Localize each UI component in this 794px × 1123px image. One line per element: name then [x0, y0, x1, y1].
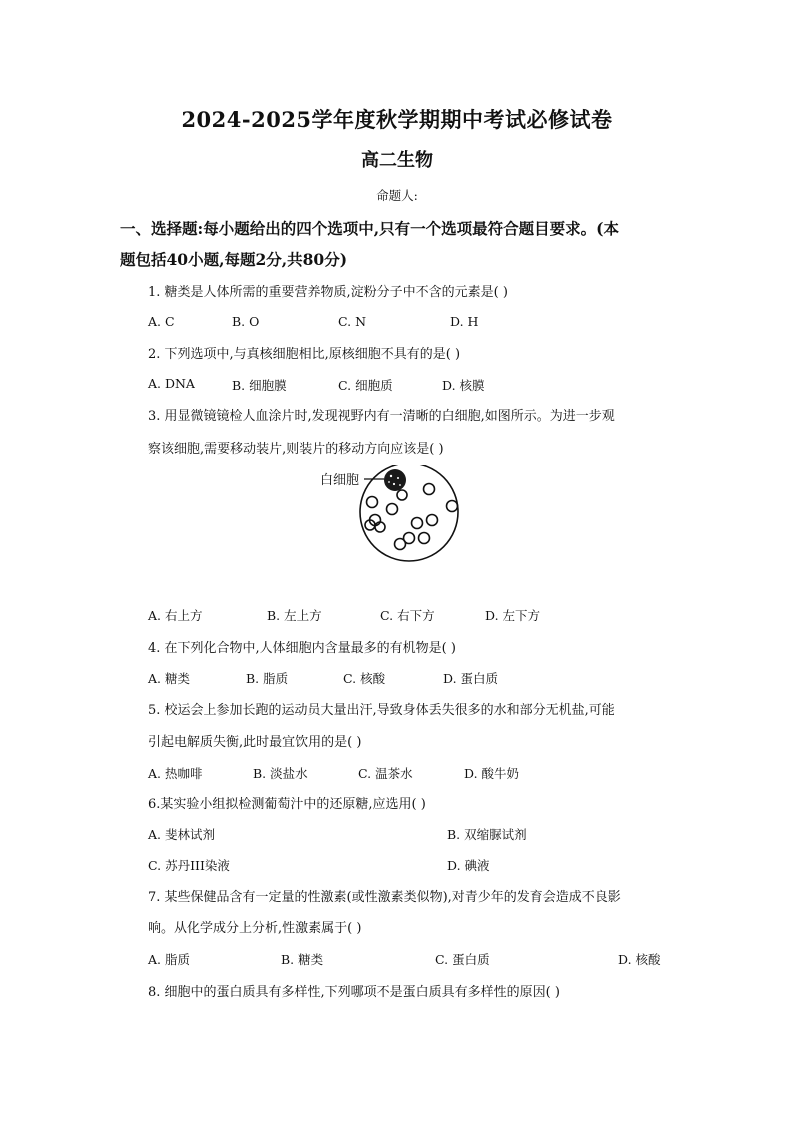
white-blood-cell [384, 469, 406, 491]
question-7-stem-line2: 响。从化学成分上分析,性激素属于( ) [148, 921, 362, 936]
q3-option-a: A. 右上方 [148, 608, 203, 623]
red-blood-cell [424, 484, 435, 495]
exam-title: 2024-2025学年度秋学期期中考试必修试卷 [181, 107, 613, 132]
question-7-stem-line1: 7. 某些保健品含有一定量的性激素(或性激素类似物),对青少年的发育会造成不良影 [148, 890, 621, 905]
red-blood-cell [367, 497, 378, 508]
exam-subject: 高二生物 [361, 150, 433, 171]
red-blood-cell [387, 504, 398, 515]
q7-option-c: C. 蛋白质 [435, 952, 490, 967]
q1-option-c: C. N [338, 314, 367, 329]
q1-option-a: A. C [148, 314, 175, 329]
question-6-stem: 6.某实验小组拟检测葡萄汁中的还原糖,应选用( ) [148, 797, 426, 812]
question-3-stem-line1: 3. 用显微镜镜检人血涂片时,发现视野内有一清晰的白细胞,如图所示。为进一步观 [148, 409, 615, 424]
q6-option-a: A. 斐林试剂 [148, 827, 215, 842]
q4-option-d: D. 蛋白质 [443, 671, 499, 686]
q7-option-d: D. 核酸 [618, 952, 661, 967]
question-1-stem: 1. 糖类是人体所需的重要营养物质,淀粉分子中不含的元素是( ) [148, 285, 508, 300]
q7-option-b: B. 糖类 [281, 952, 324, 967]
q2-option-d: D. 核膜 [442, 378, 485, 393]
q4-option-c: C. 核酸 [343, 671, 386, 686]
q7-option-a: A. 脂质 [148, 952, 190, 967]
red-blood-cell [404, 533, 415, 544]
red-blood-cell [427, 515, 438, 526]
q1-option-b: B. O [232, 314, 260, 329]
q3-option-b: B. 左上方 [267, 608, 322, 623]
microscope-field-figure [312, 465, 472, 580]
section-heading-line1: 一、选择题:每小题给出的四个选项中,只有一个选项最符合题目要求。(本 [120, 219, 619, 238]
q4-option-b: B. 脂质 [246, 671, 289, 686]
question-5-stem-line2: 引起电解质失衡,此时最宜饮用的是( ) [148, 735, 362, 750]
red-blood-cells [365, 484, 458, 550]
author-label: 命题人: [376, 188, 418, 203]
question-3-stem-line2: 察该细胞,需要移动装片,则装片的移动方向应该是( ) [148, 442, 444, 457]
q2-option-b: B. 细胞膜 [232, 378, 287, 393]
q6-option-b: B. 双缩脲试剂 [447, 827, 527, 842]
red-blood-cell [419, 533, 430, 544]
q6-option-c: C. 苏丹III染液 [148, 858, 230, 873]
question-8-stem: 8. 细胞中的蛋白质具有多样性,下列哪项不是蛋白质具有多样性的原因( ) [148, 985, 560, 1000]
q6-option-d: D. 碘液 [447, 858, 490, 873]
white-blood-cell-label: 白细胞 [320, 473, 360, 488]
question-5-stem-line1: 5. 校运会上参加长跑的运动员大量出汗,导致身体丢失很多的水和部分无机盐,可能 [148, 703, 615, 718]
section-heading-line2: 题包括40小题,每题2分,共80分) [120, 250, 348, 269]
red-blood-cell [412, 518, 423, 529]
q5-option-a: A. 热咖啡 [148, 766, 203, 781]
red-blood-cell [397, 490, 407, 500]
q4-option-a: A. 糖类 [148, 671, 190, 686]
q3-option-d: D. 左下方 [485, 608, 541, 623]
q2-option-a: A. DNA [148, 376, 195, 391]
red-blood-cell [447, 501, 458, 512]
question-2-stem: 2. 下列选项中,与真核细胞相比,原核细胞不具有的是( ) [148, 347, 461, 362]
q5-option-d: D. 酸牛奶 [464, 766, 520, 781]
q3-option-c: C. 右下方 [380, 608, 435, 623]
q5-option-b: B. 淡盐水 [253, 766, 308, 781]
q2-option-c: C. 细胞质 [338, 378, 393, 393]
question-4-stem: 4. 在下列化合物中,人体细胞内含量最多的有机物是( ) [148, 641, 456, 656]
q5-option-c: C. 温茶水 [358, 766, 413, 781]
q1-option-d: D. H [450, 314, 479, 329]
